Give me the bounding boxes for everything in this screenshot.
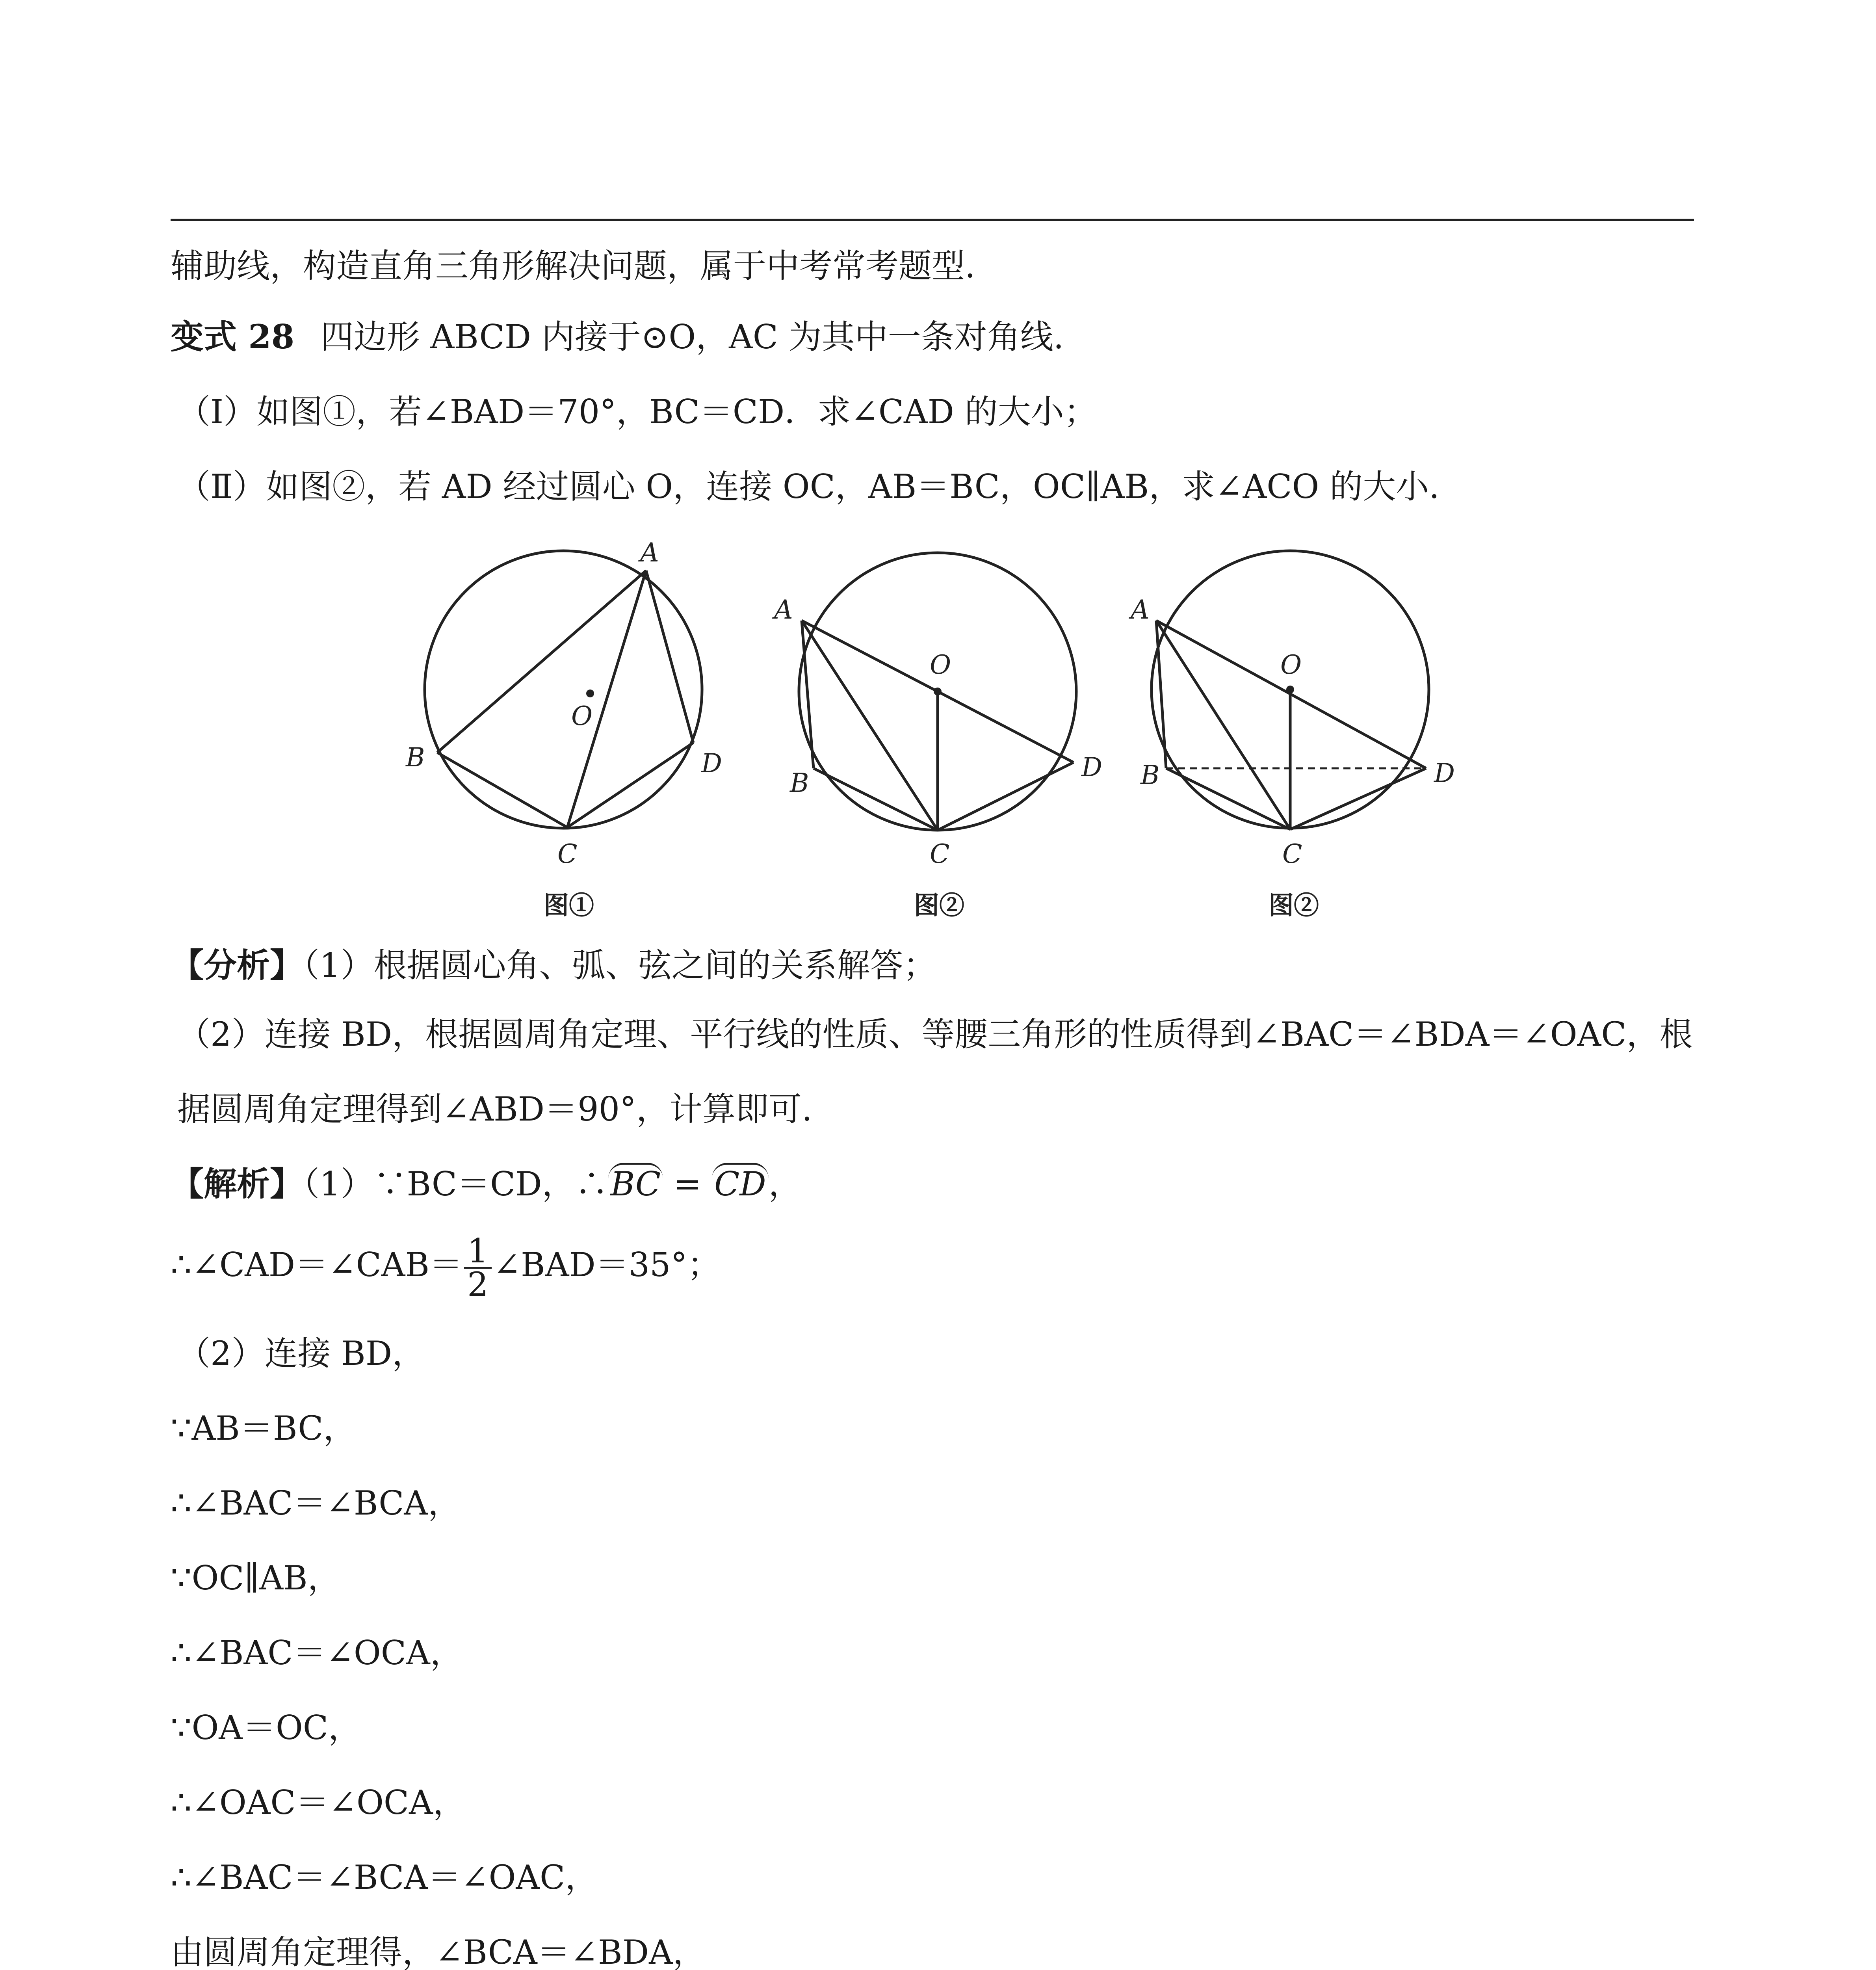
center-dot-2 bbox=[934, 688, 942, 695]
segment-ad-1 bbox=[646, 571, 693, 743]
segment-ab-3 bbox=[1156, 621, 1166, 768]
geometry-figures bbox=[406, 524, 1477, 938]
segment-bc-1 bbox=[437, 753, 567, 827]
fig2-label-o: O bbox=[930, 650, 951, 680]
solution-line: ∴∠OAC＝∠OCA， bbox=[171, 1783, 466, 1822]
center-dot-1 bbox=[586, 690, 594, 697]
fraction-denominator: 2 bbox=[467, 1265, 489, 1304]
solution-line: （2）连接 BD， bbox=[177, 1334, 425, 1373]
solution-line: ∵OA＝OC， bbox=[171, 1708, 362, 1747]
fig3-label-b: B bbox=[1140, 760, 1160, 790]
fig2-label-d: D bbox=[1081, 752, 1102, 782]
solution-step1-text: （1）∵BC＝CD，∴ bbox=[303, 1165, 608, 1203]
solution-label: 【解析】 bbox=[171, 1164, 303, 1203]
problem-part1: （Ⅰ）如图①，若∠BAD＝70°，BC＝CD．求∠CAD 的大小； bbox=[177, 392, 1097, 431]
problem-part2: （Ⅱ）如图②，若 AD 经过圆心 O，连接 OC，AB＝BC，OC∥AB，求∠ACO 的大小. bbox=[177, 467, 1440, 506]
solution-step2-post: ∠BAD＝35°； bbox=[493, 1245, 721, 1284]
arc-cd: CD bbox=[712, 1163, 769, 1203]
solution-step2-pre: ∴∠CAD＝∠CAB＝ bbox=[171, 1245, 463, 1284]
fig3-label-c: C bbox=[1282, 839, 1302, 869]
fig1-label-c: C bbox=[557, 839, 578, 869]
header-tail-text: 辅助线，构造直角三角形解决问题，属于中考常考题型. bbox=[171, 247, 975, 285]
arc-bc: BC bbox=[608, 1163, 663, 1203]
figures-svg bbox=[406, 524, 1477, 938]
analysis-label: 【分析】 bbox=[171, 946, 303, 985]
fig2-label-a: A bbox=[774, 595, 793, 625]
fig1-label-d: D bbox=[701, 748, 722, 779]
segment-ac-3 bbox=[1156, 621, 1290, 829]
fraction-numerator: 1 bbox=[464, 1235, 491, 1269]
analysis-line-1 bbox=[171, 944, 1707, 987]
fig2-label-c: C bbox=[930, 839, 950, 869]
figure-1 bbox=[425, 551, 702, 828]
fig1-label-o: O bbox=[571, 701, 593, 731]
segment-cd-3 bbox=[1290, 768, 1426, 829]
solution-step1-end: ， bbox=[768, 1165, 802, 1203]
solution-step-2 bbox=[171, 1231, 1707, 1304]
segment-cd-1 bbox=[567, 743, 693, 827]
fig2-label-b: B bbox=[790, 768, 809, 798]
fig3-label-o: O bbox=[1280, 650, 1302, 680]
fig1-label-a: A bbox=[640, 537, 659, 568]
segment-cd-2 bbox=[938, 762, 1074, 830]
arc-equals: = bbox=[663, 1165, 712, 1203]
fig3-label-d: D bbox=[1434, 758, 1455, 788]
segment-ab-1 bbox=[437, 571, 646, 753]
analysis-text-1: （1）根据圆心角、弧、弦之间的关系解答； bbox=[303, 946, 936, 985]
top-divider bbox=[171, 219, 1694, 221]
solution-line: ∵AB＝BC， bbox=[171, 1409, 357, 1448]
solution-line: ∴∠BAC＝∠OCA， bbox=[171, 1634, 463, 1672]
solution-line: 由圆周角定理得，∠BCA＝∠BDA， bbox=[171, 1933, 706, 1970]
circle-1 bbox=[425, 551, 702, 828]
problem-label: 变式 28 bbox=[171, 317, 295, 356]
fig1-caption: 图① bbox=[544, 891, 594, 920]
fraction-one-half bbox=[464, 1231, 491, 1304]
segment-ac-2 bbox=[802, 621, 938, 830]
solution-line: ∵OC∥AB， bbox=[171, 1559, 341, 1597]
analysis-line-2: （2）连接 BD，根据圆周角定理、平行线的性质、等腰三角形的性质得到∠BAC＝∠BDA＝∠OAC，根据圆周角定理得到∠ABD＝90°，计算即可. bbox=[177, 1015, 1693, 1128]
problem-statement bbox=[171, 315, 1707, 359]
problem-text: 四边形 ABCD 内接于⊙O，AC 为其中一条对角线. bbox=[320, 318, 1064, 356]
center-dot-3 bbox=[1286, 686, 1294, 693]
fig1-label-b: B bbox=[406, 742, 425, 773]
fig3-label-a: A bbox=[1131, 595, 1150, 625]
segment-ac-1 bbox=[567, 571, 646, 827]
fig3-caption: 图② bbox=[1269, 891, 1319, 920]
solution-line: ∴∠BAC＝∠BCA＝∠OAC， bbox=[171, 1858, 598, 1897]
fig2-caption: 图② bbox=[914, 891, 964, 920]
solution-line: ∴∠BAC＝∠BCA， bbox=[171, 1484, 461, 1522]
solution-step-1 bbox=[171, 1162, 1707, 1206]
